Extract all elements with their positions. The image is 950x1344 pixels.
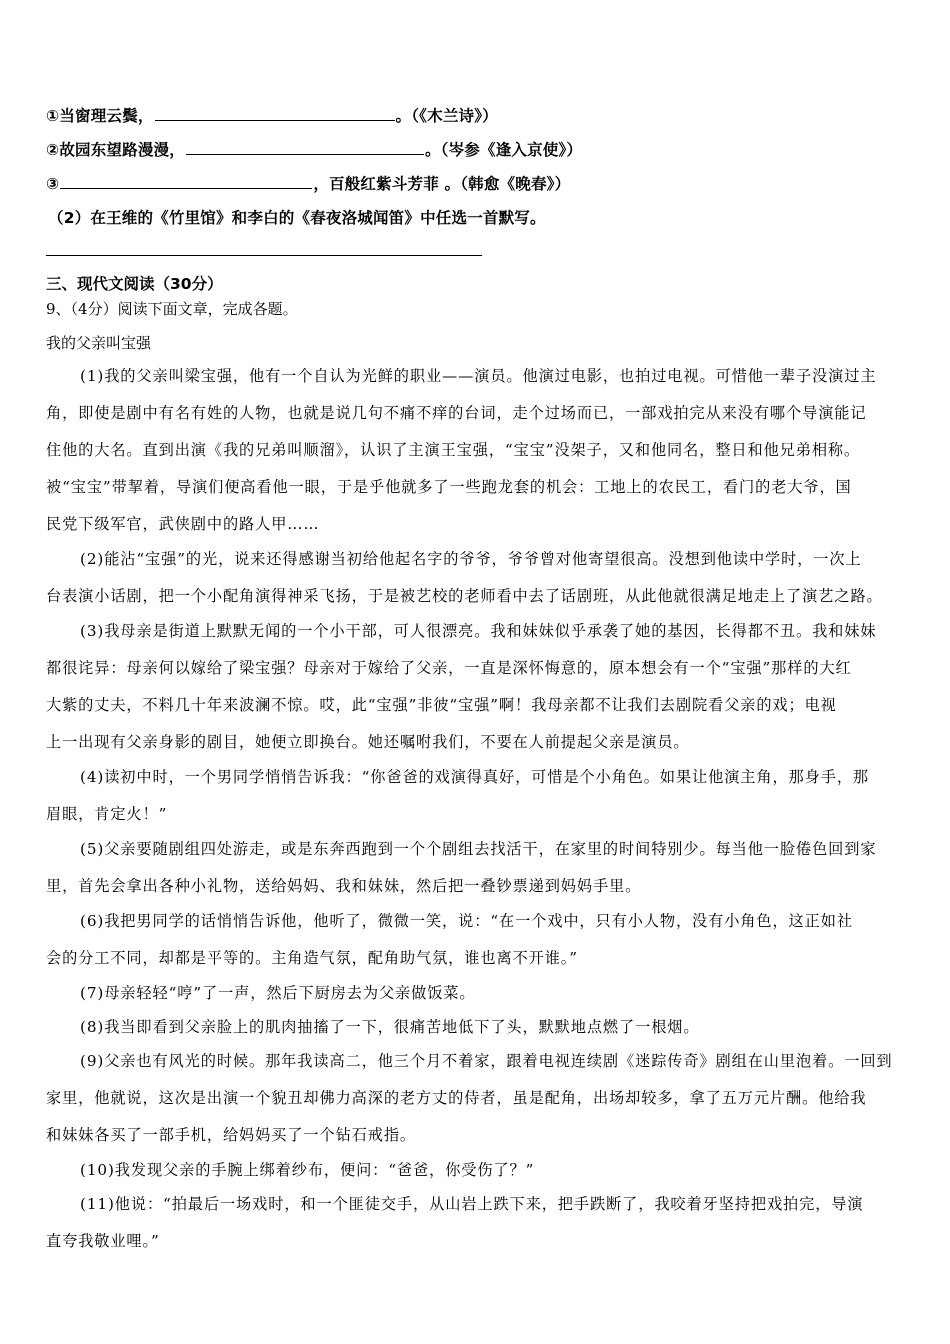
poem-line-3-suffix: ，百般红紫斗芳菲 。（韩愈《晚春》） <box>313 175 571 193</box>
article-line: (7)母亲轻轻“哼”了一声，然后下厨房去为父亲做饭菜。 <box>80 984 476 1002</box>
article-line: (8)我当即看到父亲脸上的肌肉抽搐了一下，很痛苦地低下了头，默默地点燃了一根烟。 <box>80 1018 700 1036</box>
article-line: 眉眼，肯定火！” <box>46 805 168 823</box>
poem-line-2-suffix: 。（岑参《逢入京使》） <box>424 141 583 159</box>
answer-line[interactable] <box>46 255 482 256</box>
article-line: 被“宝宝”带挈着，导演们便高看他一眼，于是乎他就多了一些跑龙套的机会：工地上的农民工，看门的老大爷，国 <box>46 478 852 496</box>
poem-line-2-blank[interactable] <box>186 138 424 155</box>
article-line: 上一出现有父亲身影的剧目，她便立即换台。她还嘱咐我们，不要在人前提起父亲是演员。 <box>46 733 690 751</box>
question-2: （2）在王维的《竹里馆》和李白的《春夜洛城闻笛》中任选一首默写。 <box>48 209 546 227</box>
poem-line-3 <box>46 172 570 194</box>
article-line: (9)父亲也有风光的时候。那年我读高二，他三个月不着家，跟着电视连续剧《迷踪传奇》剧组在山里泡着。一回到 <box>80 1052 893 1070</box>
article-line: 和妹妹各买了一部手机，给妈妈买了一个钻石戒指。 <box>46 1126 417 1144</box>
poem-line-2 <box>46 138 582 160</box>
article-line: (11)他说：“拍最后一场戏时，和一个匪徒交手，从山岩上跌下来，把手跌断了，我咬着牙坚持把戏拍完，导演 <box>80 1195 864 1213</box>
article-title: 我的父亲叫宝强 <box>46 334 152 352</box>
poem-line-1-blank[interactable] <box>155 104 395 121</box>
article-line: (2)能沾“宝强”的光，说来还得感谢当初给他起名字的爷爷，爷爷曾对他寄望很高。没想到他读中学时，一次上 <box>80 550 862 568</box>
article-line: 台表演小话剧，把一个小配角演得神采飞扬，于是被艺校的老师看中去了话剧班，从此他就很满足地走上了演艺之路。 <box>46 587 883 605</box>
poem-line-3-blank[interactable] <box>60 172 312 189</box>
article-line: 家里，他就说，这次是出演一个貌丑却佛力高深的老方丈的侍者，虽是配角，出场却较多，拿了五万元片酬。他给我 <box>46 1089 867 1107</box>
article-line: (3)我母亲是街道上默默无闻的一个小干部，可人很漂亮。我和妹妹似乎承袭了她的基因，长得都不丑。我和妹妹 <box>80 622 877 640</box>
article-line: 民党下级军官，武侠剧中的路人甲…… <box>46 515 320 533</box>
article-line: 住他的大名。直到出演《我的兄弟叫顺溜》，认识了主演王宝强，“宝宝”没架子，又和他同名，整日和他兄弟相称。 <box>46 441 861 459</box>
article-line: (6)我把男同学的话悄悄告诉他，他听了，微微一笑，说：“在一个戏中，只有小人物，没有小角色，这正如社 <box>80 912 853 930</box>
article-line: 里，首先会拿出各种小礼物，送给妈妈、我和妹妹，然后把一叠钞票递到妈妈手里。 <box>46 877 642 895</box>
article-line: (1)我的父亲叫梁宝强，他有一个自认为光鲜的职业——演员。他演过电影，也拍过电视。可惜他一辈子没演过主 <box>80 367 877 385</box>
article-line: 角，即使是剧中有名有姓的人物，也就是说几句不痛不痒的台词，走个过场而已，一部戏拍完从来没有哪个导演能记 <box>46 404 867 422</box>
poem-line-1 <box>46 104 498 126</box>
article-line: 都很诧异：母亲何以嫁给了梁宝强？母亲对于嫁给了父亲，一直是深怀悔意的，原本想会有一个“宝强”那样的大红 <box>46 659 852 677</box>
question-9-instruction: 9、（4分）阅读下面文章，完成各题。 <box>46 300 298 318</box>
poem-line-1-prefix: ①当窗理云鬓， <box>46 107 154 125</box>
poem-line-1-suffix: 。（《木兰诗》） <box>395 107 498 125</box>
poem-line-3-prefix: ③ <box>46 175 60 193</box>
article-line: 直夸我敬业哩。” <box>46 1232 160 1250</box>
article-line: 会的分工不同，却都是平等的。主角造气氛，配角助气氛，谁也离不开谁。” <box>46 949 578 967</box>
article-line: (10)我发现父亲的手腕上绑着纱布，便问：“爸爸，你受伤了？” <box>80 1161 535 1179</box>
article-line: 大紫的丈夫，不料几十年来波澜不惊。哎，此“宝强”非彼“宝强”啊！我母亲都不让我们去剧院看父亲的戏；电视 <box>46 696 837 714</box>
poem-line-2-prefix: ②故园东望路漫漫， <box>46 141 185 159</box>
article-line: (5)父亲要随剧组四处游走，或是东奔西跑到一个个剧组去找活干，在家里的时间特别少。每当他一脸倦色回到家 <box>80 840 877 858</box>
article-line: (4)读初中时，一个男同学悄悄告诉我：“你爸爸的戏演得真好，可惜是个小角色。如果让他演主角，那身手，那 <box>80 768 869 786</box>
section-title: 三、现代文阅读（30分） <box>46 275 223 293</box>
